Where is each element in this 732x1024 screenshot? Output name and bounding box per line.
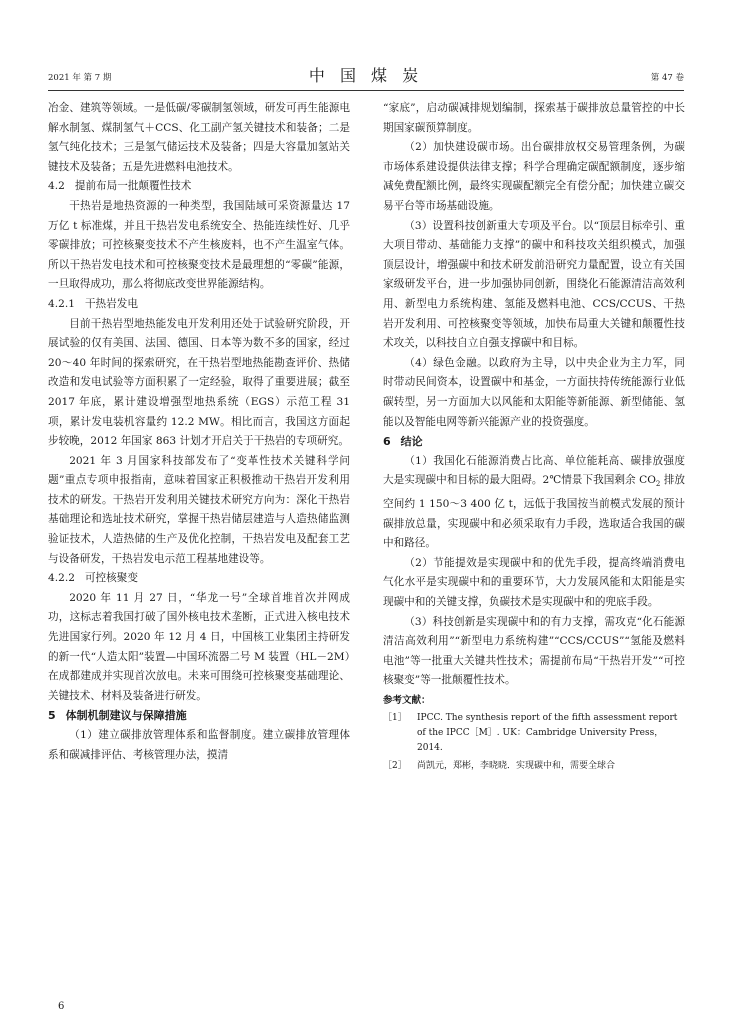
section-title: 体制机制建议与保障措施 (65, 709, 187, 723)
section-heading-6 (383, 432, 685, 452)
section-number: 4.2.2 (48, 572, 75, 585)
journal-title: 中 国 煤 炭 (308, 66, 424, 85)
right-column (383, 99, 685, 777)
issue-label: 2021 年 第 7 期 (48, 73, 112, 83)
paragraph (383, 452, 685, 554)
subscript: 2 (655, 480, 661, 489)
paragraph: 2020 年 11 月 27 日，“华龙一号”全球首堆首次并网成功，这标志着我国打破了国外核电技术垄断，正式进入核电技术先进国家行列。2020 年 12 月 4 日，中国核工业集团主持研发的新一代“人造太阳”装置—中国环流器二号 M 装置（HL－2M）在成都建成并实现首次放电。未来可围绕可控核聚变基础理论、关键技术、材料及装备进行研发。 (48, 591, 350, 702)
section-number: 5 (48, 709, 56, 723)
paragraph: 干热岩是地热资源的一种类型，我国陆域可采资源量达 17 万亿 t 标准煤，并且干热岩发电系统安全、热能连续性好、几乎零碳排放；可控核聚变技术不产生核废料，也不产生温室气体。所以干热岩发电技术和可控核聚变技术是最理想的“零碳”能源，一旦取得成功，那么将彻底改变世界能源结构。 (48, 199, 350, 291)
section-title: 提前布局一批颠覆性技术 (74, 180, 192, 193)
paragraph: （2）加快建设碳市场。出台碳排放权交易管理条例，为碳市场体系建设提供法律支撑；科学合理确定碳配额制度，逐步缩减免费配额比例，最终实现碳配额完全有偿分配；加快建立碳交易平台等市场基础设施。 (383, 141, 685, 212)
page-number: 6 (58, 1001, 65, 1012)
paragraph: （1）建立碳排放管理体系和监督制度。建立碳排放管理体系和碳减排评估、考核管理办法，摸清 (48, 729, 350, 761)
section-number: 4.2.1 (48, 297, 75, 310)
section-heading-4-2 (48, 177, 350, 197)
left-column (48, 99, 350, 765)
paragraph: （4）绿色金融。以政府为主导，以中央企业为主力军，同时带动民间资本，设置碳中和基金，一方面扶持传统能源行业低碳转型，另一方面加大以风能和太阳能等新能源、新型储能、氢能以及智能电网等新兴能源产业的投资强度。 (383, 356, 685, 428)
section-heading-4-2-1 (48, 295, 350, 315)
text-run: 排放空间约 1 150～3 400 亿 t，远低于我国按当前模式发展的预计碳排放总量，实现碳中和必须采取有力手段，选取适合我国的碳中和路径。 (383, 474, 685, 550)
volume-label: 第 47 卷 (650, 73, 684, 83)
header-rule (48, 90, 684, 91)
section-title: 可控核聚变 (84, 572, 138, 585)
paragraph: （3）科技创新是实现碳中和的有力支撑，需攻克“化石能源清洁高效利用”“新型电力系统构建”“CCS/CCUS”“氢能及燃料电池”等一批重大关键共性技术；需提前布局“干热岩开发”“可控核聚变”等一批颠覆性技术。 (383, 615, 685, 687)
reference-number: ［2］ (383, 760, 407, 771)
paragraph: “家底”，启动碳减排规划编制，探索基于碳排放总量管控的中长期国家碳预算制度。 (383, 102, 685, 134)
reference-item (383, 711, 685, 756)
section-title: 结论 (400, 435, 423, 449)
references-heading: 参考文献： (383, 694, 431, 706)
section-number: 6 (383, 435, 391, 449)
paragraph: 目前干热岩型地热能发电开发利用还处于试验研究阶段，开展试验的仅有美国、法国、德国、日本等为数不多的国家，经过 20～40 年时间的探索研究，在干热岩型地热能勘查评价、热储改造和发电试验等方面积累了一定经验，取得了重要进展；截至 2017 年底，累计建设增强型地热系统（EGS）示范工程 31 项，累计发电装机容量约 12.2 MW。相比而言，我国这方面起步较晚，2012 年国家 863 计划才开启关于干热岩的专项研究。 (48, 317, 350, 448)
section-heading-5 (48, 706, 350, 726)
section-heading-4-2-2 (48, 569, 350, 589)
reference-text: 尚凯元，郑彬，李晓晓．实现碳中和，需要全球合 (417, 760, 616, 771)
section-title: 干热岩发电 (84, 297, 138, 310)
reference-item (383, 759, 685, 774)
reference-number: ［1］ (383, 712, 407, 723)
reference-text: IPCC. The synthesis report of the fifth assessment report of the IPCC［M］. UK：Cambridge University Press，2014. (417, 712, 678, 753)
paragraph: （3）设置科技创新重大专项及平台。以“顶层目标牵引、重大项目带动、基础能力支撑”的碳中和科技攻关组织模式，加强顶层设计，增强碳中和技术研发前沿研究力量配置，设立有关国家级研发平台，进一步加强协同创新，围绕化石能源清洁高效利用、新型电力系统构建、氢能及燃料电池、CCS/CCUS、干热岩开发利用、可控核聚变等领域，加快布局重大关键和颠覆性技术攻关，以科技自立自强支撑碳中和目标。 (383, 219, 685, 350)
paragraph: （2）节能提效是实现碳中和的优先手段，提高终端消费电气化水平是实现碳中和的重要环节，大力发展风能和太阳能是实现碳中和的关键支撑，负碳技术是实现碳中和的兜底手段。 (383, 556, 685, 608)
paragraph: 冶金、建筑等领域。一是低碳/零碳制氢领域，研发可再生能源电解水制氢、煤制氢气＋CCS、化工副产氢关键技术和装备；二是氢气纯化技术；三是氢气储运技术及装备；四是大容量加氢站关键技术及装备；五是先进燃料电池技术。 (48, 102, 350, 173)
section-number: 4.2 (48, 180, 65, 193)
text-run: （1）我国化石能源消费占比高、单位能耗高、碳排放强度大是实现碳中和目标的最大阻碍。2℃情景下我国剩余 CO (383, 454, 685, 487)
paragraph: 2021 年 3 月国家科技部发布了“变革性技术关键科学问题”重点专项申报指南，意味着国家正积极推动干热岩开发利用技术的研发。干热岩开发利用关键技术研究方向为：深化干热岩基础理论和选址技术研究，掌握干热岩储层建造与人造热储监测验证技术，人造热储的生产及优化控制，干热岩发电及配套工艺与设备研发，干热岩发电示范工程基地建设等。 (48, 454, 350, 565)
page-header (48, 63, 684, 87)
